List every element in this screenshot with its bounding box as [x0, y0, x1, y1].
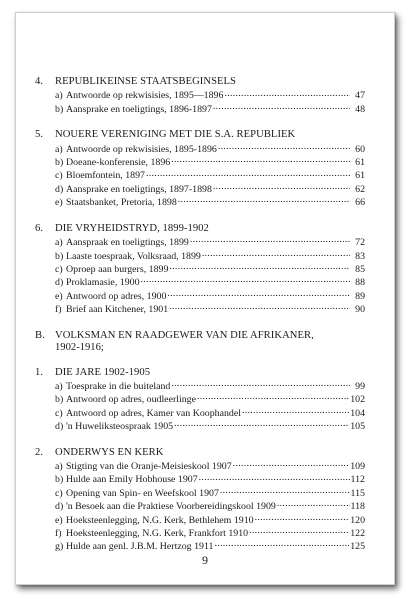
entry-page: 118 — [350, 501, 365, 513]
dot-leader — [213, 102, 350, 112]
dot-leader — [141, 275, 350, 285]
entry-page: 102 — [350, 394, 365, 406]
toc-entry — [35, 419, 365, 432]
entry-letter: a) — [55, 461, 63, 473]
entry-title: Aansprake en toeligtings, 1897-1898 — [66, 183, 212, 195]
toc-entry — [35, 182, 365, 195]
section-number: 2. — [35, 446, 44, 458]
entry-title: Doeane-konferensie, 1896 — [66, 157, 171, 169]
dot-leader — [255, 513, 350, 523]
toc-entry — [35, 539, 365, 552]
section-title: ONDERWYS EN KERK — [55, 446, 164, 458]
entry-page: 48 — [355, 103, 365, 115]
entry-letter: c) — [55, 407, 63, 419]
entry-page: 66 — [355, 197, 365, 209]
table-of-contents — [35, 76, 365, 553]
entry-title: Aansprake en toeligtings, 1896-1897 — [66, 103, 212, 115]
toc-section-5 — [35, 129, 365, 208]
entry-title: Oproep aan burgers, 1899 — [66, 263, 169, 275]
entry-letter: a) — [55, 143, 63, 155]
entry-letter: b) — [55, 103, 64, 115]
toc-entry — [35, 302, 365, 315]
entry-title: Antwoord op adres, Kamer van Koophandel — [66, 407, 241, 419]
entry-page: 60 — [355, 143, 365, 155]
toc-entry — [35, 275, 365, 288]
dot-leader — [171, 379, 350, 389]
dot-leader — [174, 419, 349, 429]
entry-letter: e) — [55, 290, 63, 302]
entry-page: 47 — [355, 90, 365, 102]
entry-letter: d) — [55, 501, 64, 513]
toc-section-2 — [35, 447, 365, 553]
toc-entry — [35, 526, 365, 539]
entry-page: 85 — [355, 263, 365, 275]
toc-entry — [35, 262, 365, 275]
entry-title: Brief aan Kitchener, 1901 — [66, 304, 169, 316]
entry-page: 105 — [350, 421, 365, 433]
dot-leader — [197, 392, 349, 402]
toc-entry — [35, 169, 365, 182]
toc-part-b — [35, 330, 365, 355]
entry-letter: e) — [55, 197, 63, 209]
toc-entry — [35, 459, 365, 472]
entry-title: Hoeksteenlegging, N.G. Kerk, Frankfort 1910 — [66, 527, 249, 539]
entry-title: Antwoord op adres, oudleerlinge — [66, 394, 196, 406]
dot-leader — [178, 195, 350, 205]
toc-section-4 — [35, 76, 365, 115]
page-number: 9 — [202, 553, 208, 567]
toc-entry — [35, 486, 365, 499]
entry-letter: c) — [55, 170, 63, 182]
entry-letter: c) — [55, 487, 63, 499]
entry-letter: d) — [55, 183, 64, 195]
entry-title: 'n Besoek aan die Praktiese Voorbereidingskool 1909 — [66, 501, 276, 513]
dot-leader — [169, 262, 350, 272]
toc-section-6 — [35, 223, 365, 316]
entry-title: Antwoorde op rekwisisies, 1895-1896 — [66, 143, 217, 155]
entry-letter: d) — [55, 277, 64, 289]
toc-entry — [35, 235, 365, 248]
toc-entry — [35, 102, 365, 115]
entry-title: Toesprake in die buiteland — [66, 380, 171, 392]
entry-page: 99 — [355, 380, 365, 392]
document-page — [15, 12, 395, 585]
dot-leader — [213, 182, 350, 192]
entry-page: 115 — [350, 487, 365, 499]
section-number: B. — [35, 329, 45, 341]
entry-title: Opening van Spin- en Weefskool 1907 — [66, 487, 219, 499]
entry-title: Antwoord op adres, 1900 — [66, 290, 167, 302]
section-number: 1. — [35, 366, 44, 378]
entry-page: 61 — [355, 157, 365, 169]
entry-page: 122 — [350, 527, 365, 539]
section-title: REPUBLIKEINSE STAATSBEGINSELS — [55, 76, 236, 87]
toc-entry — [35, 249, 365, 262]
entry-page: 89 — [355, 290, 365, 302]
dot-leader — [169, 302, 350, 312]
entry-title: Proklamasie, 1900 — [66, 277, 140, 289]
toc-entry — [35, 473, 365, 486]
entry-letter: b) — [55, 250, 64, 262]
toc-entry — [35, 406, 365, 419]
entry-title: Bloemfontein, 1897 — [66, 170, 145, 182]
entry-letter: d) — [55, 421, 64, 433]
dot-leader — [167, 289, 350, 299]
entry-page: 88 — [355, 277, 365, 289]
entry-letter: f) — [55, 527, 62, 539]
entry-title: Laaste toespraak, Volksraad, 1899 — [66, 250, 201, 262]
section-title: DIE JARE 1902-1905 — [55, 366, 151, 378]
dot-leader — [218, 142, 350, 152]
entry-title: Hulde aan Emily Hobhouse 1907 — [66, 474, 198, 486]
entry-letter: b) — [55, 394, 64, 406]
entry-letter: a) — [55, 237, 63, 249]
entry-letter: b) — [55, 157, 64, 169]
dot-leader — [199, 473, 350, 483]
section-title: NOUERE VERENIGING MET DIE S.A. REPUBLIEK — [55, 129, 296, 141]
dot-leader — [146, 169, 350, 179]
entry-page: 104 — [350, 407, 365, 419]
entry-title: Aanspraak en toeligtings, 1899 — [66, 237, 189, 249]
section-number: 4. — [35, 76, 44, 87]
entry-page: 62 — [355, 183, 365, 195]
entry-page: 90 — [355, 304, 365, 316]
dot-leader — [214, 539, 349, 549]
dot-leader — [171, 155, 350, 165]
section-title: VOLKSMAN EN RAADGEWER VAN DIE AFRIKANER, — [55, 329, 314, 341]
toc-entry — [35, 499, 365, 512]
dot-leader — [224, 89, 350, 99]
entry-page: 109 — [350, 461, 365, 473]
toc-entry — [35, 142, 365, 155]
entry-title: Hulde aan genl. J.B.M. Hertzog 1911 — [66, 541, 214, 553]
entry-letter: e) — [55, 514, 63, 526]
dot-leader — [233, 459, 350, 469]
entry-page: 112 — [350, 474, 365, 486]
entry-letter: g) — [55, 541, 64, 553]
dot-leader — [242, 406, 349, 416]
dot-leader — [190, 235, 350, 245]
entry-letter: b) — [55, 474, 64, 486]
toc-entry — [35, 89, 365, 102]
toc-section-1 — [35, 367, 365, 433]
entry-letter: a) — [55, 90, 63, 102]
toc-entry — [35, 195, 365, 208]
entry-letter: a) — [55, 380, 63, 392]
entry-letter: c) — [55, 263, 63, 275]
entry-page: 125 — [350, 541, 365, 553]
entry-title: 'n Huweliksteospraak 1905 — [66, 421, 174, 433]
dot-leader — [220, 486, 350, 496]
toc-entry — [35, 289, 365, 302]
entry-title: Antwoorde op rekwisisies, 1895—1896 — [66, 90, 224, 102]
entry-page: 83 — [355, 250, 365, 262]
entry-page: 120 — [350, 514, 365, 526]
section-number: 5. — [35, 129, 44, 141]
entry-page: 72 — [355, 237, 365, 249]
entry-title: Hoeksteenlegging, N.G. Kerk, Bethlehem 1910 — [66, 514, 254, 526]
entry-title: Staatsbanket, Pretoria, 1898 — [66, 197, 177, 209]
dot-leader — [277, 499, 350, 509]
entry-title: Stigting van die Oranje-Meisieskool 1907 — [66, 461, 232, 473]
section-title: DIE VRYHEIDSTRYD, 1899-1902 — [55, 222, 209, 234]
toc-entry — [35, 379, 365, 392]
toc-entry — [35, 155, 365, 168]
toc-entry — [35, 392, 365, 405]
toc-entry — [35, 513, 365, 526]
entry-letter: f) — [55, 304, 62, 316]
section-subtitle: 1902-1916; — [55, 342, 104, 354]
entry-page: 61 — [355, 170, 365, 182]
section-number: 6. — [35, 222, 44, 234]
dot-leader — [202, 249, 350, 259]
dot-leader — [249, 526, 349, 536]
